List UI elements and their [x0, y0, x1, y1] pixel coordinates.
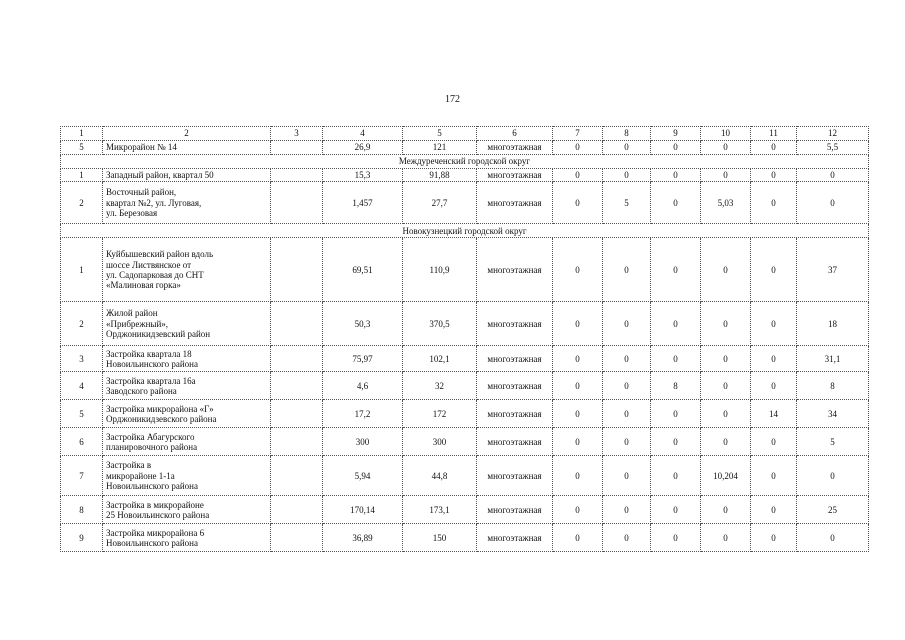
table-cell: 0 [553, 238, 603, 302]
table-cell: 5 [61, 400, 103, 428]
table-cell: 0 [603, 524, 651, 552]
table-cell: 0 [701, 346, 751, 372]
table-cell: 0 [553, 372, 603, 400]
table-row [61, 182, 869, 224]
object-name-cell: Жилой район «Прибрежный», Орджоникидзевский район [103, 302, 271, 346]
table-cell: 0 [651, 496, 701, 524]
table-cell: 5,03 [701, 182, 751, 224]
table-cell: 0 [553, 524, 603, 552]
table-cell: 17,2 [323, 400, 403, 428]
table-cell: 300 [403, 428, 477, 456]
table-cell: многоэтажная [477, 302, 553, 346]
table-cell: 36,89 [323, 524, 403, 552]
table-cell: 0 [701, 372, 751, 400]
table-cell [271, 169, 323, 182]
table-cell: 0 [553, 428, 603, 456]
column-header: 10 [701, 127, 751, 141]
table-cell: 0 [651, 456, 701, 496]
table-cell: 0 [651, 400, 701, 428]
table-cell: 0 [701, 141, 751, 155]
column-header: 12 [797, 127, 869, 141]
table-cell: 0 [603, 456, 651, 496]
object-name-cell: Застройка в микрорайоне 1-1а Новоильинского района [103, 456, 271, 496]
object-name-cell: Застройка Абагурского планировочного района [103, 428, 271, 456]
table-cell: 0 [603, 302, 651, 346]
table-cell [271, 302, 323, 346]
table-cell: 0 [553, 346, 603, 372]
table-cell: 0 [751, 524, 797, 552]
table-cell: многоэтажная [477, 456, 553, 496]
section-header-row [61, 224, 869, 238]
table-cell: 0 [751, 302, 797, 346]
table-cell: многоэтажная [477, 428, 553, 456]
table-cell: 0 [797, 524, 869, 552]
table-cell: 2 [61, 302, 103, 346]
table-cell: 0 [751, 346, 797, 372]
table-cell: 15,3 [323, 169, 403, 182]
object-name-cell: Застройка в микрорайоне 25 Новоильинского района [103, 496, 271, 524]
table-cell: 32 [403, 372, 477, 400]
table-row [61, 428, 869, 456]
table-cell: 0 [553, 169, 603, 182]
table-row [61, 238, 869, 302]
table-cell [271, 141, 323, 155]
table-cell: 4 [61, 372, 103, 400]
table-row [61, 400, 869, 428]
object-name-cell: Застройка микрорайона 6 Новоильинского района [103, 524, 271, 552]
table-cell: 27,7 [403, 182, 477, 224]
table-cell [271, 428, 323, 456]
column-header: 4 [323, 127, 403, 141]
table-cell: 0 [751, 238, 797, 302]
table-cell: многоэтажная [477, 524, 553, 552]
table-cell: 0 [751, 456, 797, 496]
table-cell: 0 [553, 302, 603, 346]
table-cell: многоэтажная [477, 182, 553, 224]
table-cell: 8 [61, 496, 103, 524]
table-cell: 5,94 [323, 456, 403, 496]
table-cell: 0 [651, 428, 701, 456]
table-cell: 0 [553, 400, 603, 428]
table-cell: 0 [603, 238, 651, 302]
table-cell [271, 456, 323, 496]
table-cell: 5 [797, 428, 869, 456]
table-header-row [61, 127, 869, 141]
table-cell: 300 [323, 428, 403, 456]
table-row [61, 141, 869, 155]
column-header: 3 [271, 127, 323, 141]
table-cell: 0 [751, 169, 797, 182]
table-cell: 1,457 [323, 182, 403, 224]
table-cell: 0 [651, 524, 701, 552]
table-cell [271, 496, 323, 524]
table-cell: 69,51 [323, 238, 403, 302]
object-name-cell: Восточный район, квартал №2, ул. Луговая, ул. Березовая [103, 182, 271, 224]
table-cell: 0 [701, 524, 751, 552]
table-cell: многоэтажная [477, 141, 553, 155]
table-cell: 0 [797, 169, 869, 182]
table-cell: 110,9 [403, 238, 477, 302]
table-cell: 102,1 [403, 346, 477, 372]
table-cell: 34 [797, 400, 869, 428]
section-header-row [61, 155, 869, 169]
table-cell: 37 [797, 238, 869, 302]
table-row [61, 496, 869, 524]
object-name-cell: Застройка микрорайона «Г» Орджоникидзевского района [103, 400, 271, 428]
table-cell: 1 [61, 169, 103, 182]
table-cell [271, 400, 323, 428]
object-name-cell: Западный район, квартал 50 [103, 169, 271, 182]
table-cell: 0 [701, 496, 751, 524]
table-cell: 91,88 [403, 169, 477, 182]
table-cell: 8 [797, 372, 869, 400]
table-cell: 26,9 [323, 141, 403, 155]
table-cell: 121 [403, 141, 477, 155]
table-cell: 172 [403, 400, 477, 428]
table-row [61, 456, 869, 496]
table-cell: 5 [603, 182, 651, 224]
table-cell: 50,3 [323, 302, 403, 346]
table-cell: 14 [751, 400, 797, 428]
data-table [60, 126, 869, 552]
table-cell: 0 [751, 141, 797, 155]
table-cell: 0 [603, 372, 651, 400]
table-cell [271, 346, 323, 372]
object-name-cell: Застройка квартала 18 Новоильинского района [103, 346, 271, 372]
table-cell [271, 524, 323, 552]
table-cell: 31,1 [797, 346, 869, 372]
table-cell: 9 [61, 524, 103, 552]
page-number: 172 [445, 94, 460, 105]
column-header: 2 [103, 127, 271, 141]
table-cell: 0 [651, 346, 701, 372]
table-cell: 0 [751, 496, 797, 524]
table-cell: 0 [701, 169, 751, 182]
column-header: 7 [553, 127, 603, 141]
table-cell [271, 182, 323, 224]
column-header: 5 [403, 127, 477, 141]
table-cell: 5 [61, 141, 103, 155]
table-cell: 10,204 [701, 456, 751, 496]
column-header: 1 [61, 127, 103, 141]
table-cell: 0 [751, 182, 797, 224]
table-row [61, 346, 869, 372]
column-header: 11 [751, 127, 797, 141]
table-cell: 0 [651, 238, 701, 302]
table-cell: многоэтажная [477, 496, 553, 524]
table-cell: 0 [553, 456, 603, 496]
table-cell: многоэтажная [477, 238, 553, 302]
table-cell: 5,5 [797, 141, 869, 155]
table-cell [271, 238, 323, 302]
table-row [61, 302, 869, 346]
table-cell: 173,1 [403, 496, 477, 524]
table-cell [271, 372, 323, 400]
table-cell: 150 [403, 524, 477, 552]
column-header: 9 [651, 127, 701, 141]
table-cell: 3 [61, 346, 103, 372]
table-cell: 0 [603, 169, 651, 182]
table-cell: 0 [553, 496, 603, 524]
table-cell: 0 [603, 496, 651, 524]
table-cell: 170,14 [323, 496, 403, 524]
table-cell: многоэтажная [477, 169, 553, 182]
table-row [61, 524, 869, 552]
table-cell: 7 [61, 456, 103, 496]
section-title: Междуреченский городской округ [61, 155, 869, 169]
table-cell: 0 [553, 141, 603, 155]
table-cell: 18 [797, 302, 869, 346]
table-cell: 0 [701, 428, 751, 456]
table-cell: 0 [797, 182, 869, 224]
table-cell: многоэтажная [477, 372, 553, 400]
table-cell: 75,97 [323, 346, 403, 372]
table-cell: 25 [797, 496, 869, 524]
table-row [61, 169, 869, 182]
table-cell: 0 [603, 428, 651, 456]
object-name-cell: Куйбышевский район вдоль шоссе Листвянское от ул. Садопарковая до СНТ «Малиновая горка» [103, 238, 271, 302]
table-cell: 0 [603, 141, 651, 155]
object-name-cell: Микрорайон № 14 [103, 141, 271, 155]
table-cell: 1 [61, 238, 103, 302]
column-header: 6 [477, 127, 553, 141]
table-cell: 0 [651, 182, 701, 224]
table-cell: многоэтажная [477, 346, 553, 372]
table-cell: 370,5 [403, 302, 477, 346]
table-row [61, 372, 869, 400]
table-cell: 0 [701, 302, 751, 346]
table-cell: 0 [701, 400, 751, 428]
table-cell: 6 [61, 428, 103, 456]
table-cell: 0 [651, 302, 701, 346]
table-cell: 0 [751, 428, 797, 456]
table-cell: 0 [701, 238, 751, 302]
table-cell: 0 [797, 456, 869, 496]
table-cell: многоэтажная [477, 400, 553, 428]
table-cell: 2 [61, 182, 103, 224]
table-cell: 0 [651, 141, 701, 155]
table-cell: 0 [553, 182, 603, 224]
table-cell: 4,6 [323, 372, 403, 400]
table-cell: 0 [651, 169, 701, 182]
table-cell: 0 [751, 372, 797, 400]
column-header: 8 [603, 127, 651, 141]
table-cell: 0 [603, 346, 651, 372]
table-cell: 0 [603, 400, 651, 428]
table-cell: 44,8 [403, 456, 477, 496]
section-title: Новокузнецкий городской округ [61, 224, 869, 238]
object-name-cell: Застройка квартала 16а Заводского района [103, 372, 271, 400]
table-cell: 8 [651, 372, 701, 400]
